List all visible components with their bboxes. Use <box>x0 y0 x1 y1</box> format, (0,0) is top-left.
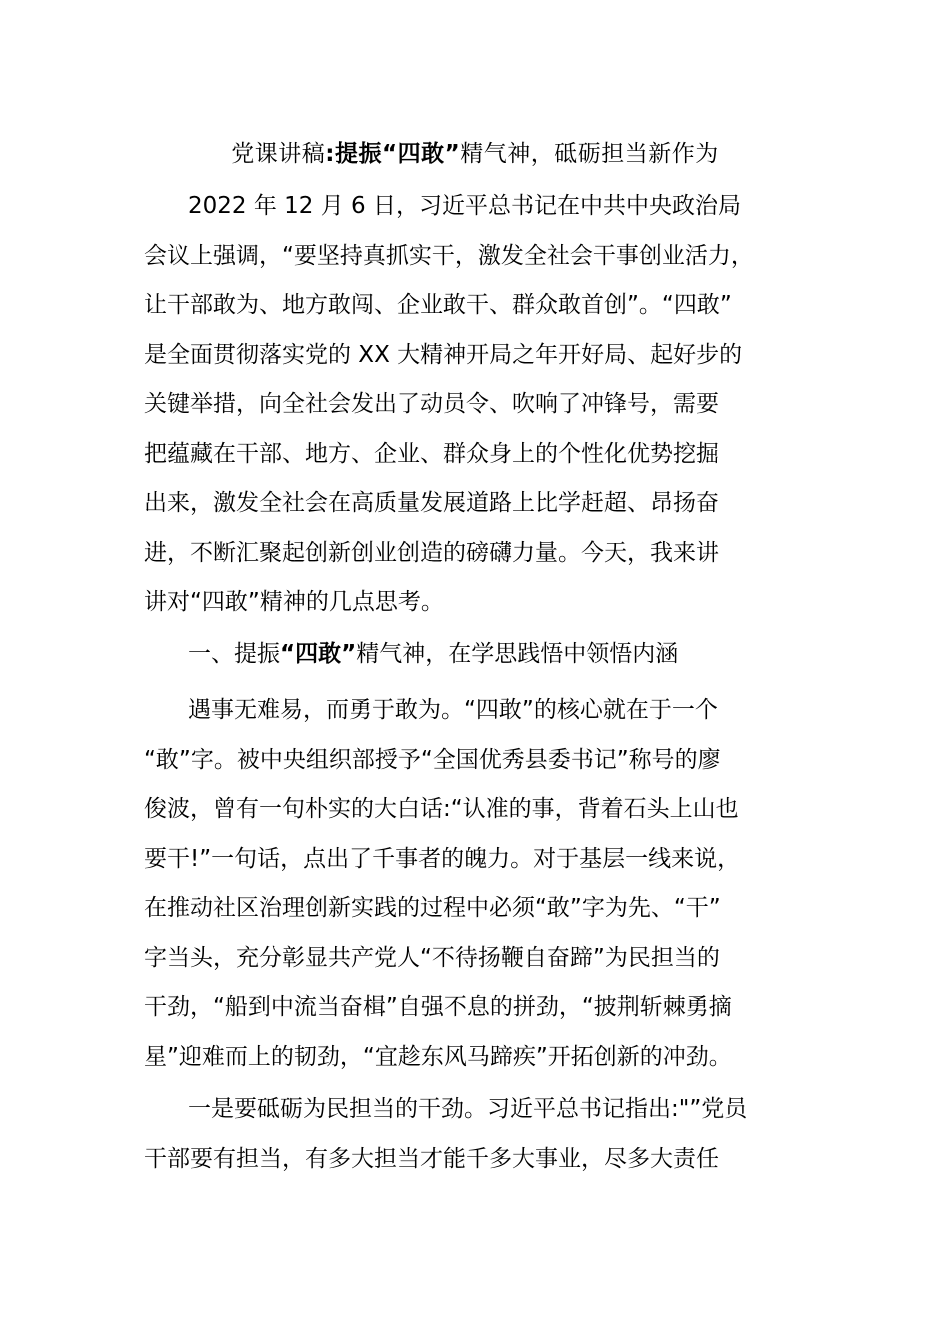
paragraph-courage <box>144 686 824 1082</box>
paragraph-point-one <box>144 1085 824 1184</box>
paragraph-line: 一是要砥砺为民担当的干劲。习近平总书记指出:"”党员 <box>188 1096 748 1122</box>
paragraph-line: 在推动社区治理创新实践的过程中必须“敢”字为先、“干” <box>144 895 721 921</box>
paragraph-line: 字当头，充分彰显共产党人“不待扬鞭自奋蹄”为民担当的 <box>144 944 720 971</box>
paragraph-intro <box>144 182 824 628</box>
paragraph-line: 2022 年 12 月 6 日，习近平总书记在中共中央政治局 <box>188 193 741 219</box>
paragraph-line: 讲对“四敢”精神的几点思考。 <box>144 589 444 615</box>
paragraph-line: 要干!”一句话，点出了千事者的魄力。对于基层一线来说， <box>144 845 741 872</box>
paragraph-line: 干劲，“船到中流当奋楫”自强不息的拼劲，“披荆斩棘勇摘 <box>144 994 732 1020</box>
paragraph-line: 会议上强调，“要坚持真抓实干，激发全社会干事创业活力， <box>144 242 754 269</box>
document-title <box>0 138 950 170</box>
paragraph-line: 让干部敢为、地方敢闯、企业敢干、群众敢首创”。“四敢” <box>144 292 732 318</box>
paragraph-line: 干部要有担当，有多大担当才能千多大事业，尽多大责任 <box>144 1145 719 1172</box>
title-part-1: 党课讲稿 <box>231 141 326 167</box>
paragraph-line: 进，不断汇聚起创新创业创造的磅礴力量。今天，我来讲 <box>144 539 719 566</box>
paragraph-line: 俊波，曾有一句朴实的大白话:“认准的事，背着石头上山也 <box>144 796 739 822</box>
title-part-2: :提振“四敢” <box>325 141 461 167</box>
heading-part-3: 精气神，在学思践悟中领悟内涵 <box>356 641 679 667</box>
paragraph-line: 出来，激发全社会在高质量发展道路上比学赶超、昂扬奋 <box>144 490 719 516</box>
paragraph-line: 遇事无难易，而勇于敢为。“四敢”的核心就在于一个 <box>188 697 718 723</box>
paragraph-line: 星”迎难而上的韧劲，“宜趁东风马蹄疾”开拓创新的冲劲。 <box>144 1043 732 1070</box>
section-heading-1 <box>188 638 678 670</box>
paragraph-line: 是全面贯彻落实党的 XX 大精神开局之年开好局、起好步的 <box>144 341 743 368</box>
title-part-3: 精气神，砥砺担当新作为 <box>460 141 719 167</box>
paragraph-line: 把蕴藏在干部、地方、企业、群众身上的个性化优势挖掘 <box>144 440 719 467</box>
paragraph-line: “敢”字。被中央组织部授予“全国优秀县委书记”称号的廖 <box>144 746 721 773</box>
heading-part-2: “四敢” <box>280 641 357 667</box>
paragraph-line: 关键举措，向全社会发出了动员令、吹响了冲锋号，需要 <box>144 391 719 417</box>
heading-part-1: 一、提振 <box>188 641 280 667</box>
